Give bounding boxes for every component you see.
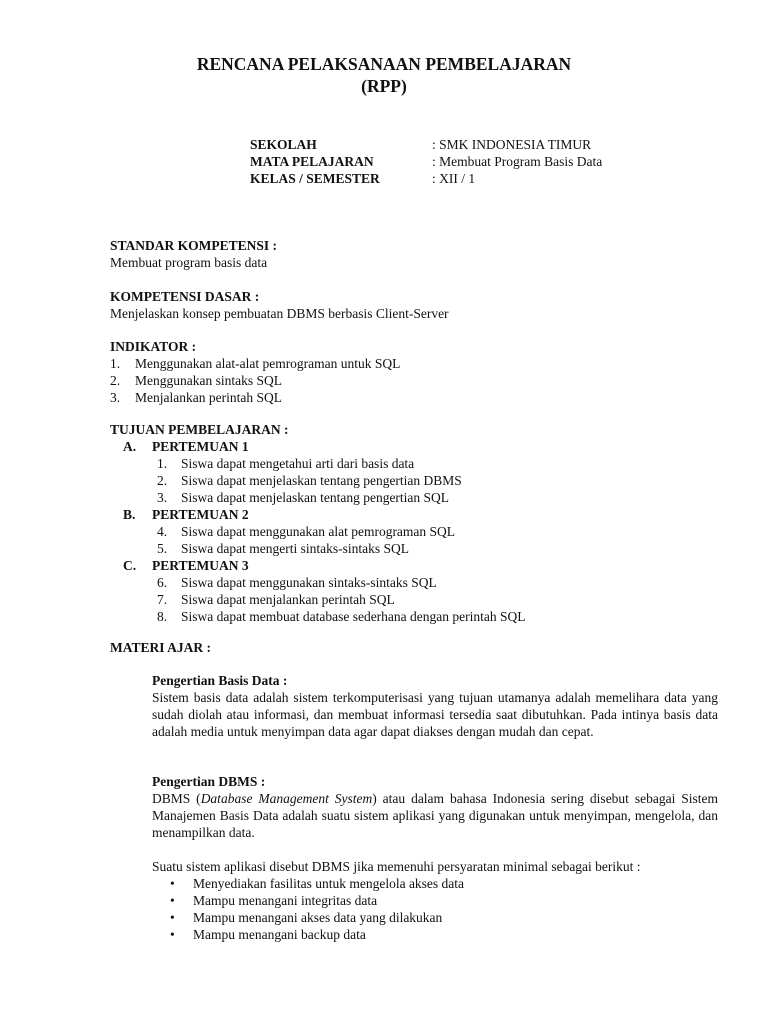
item-text: Siswa dapat mengetahui arti dari basis data (181, 456, 415, 471)
item-text: Siswa dapat menggunakan sintaks-sintaks SQL (181, 575, 437, 590)
list-item (110, 591, 720, 608)
section-heading: KOMPETENSI DASAR : (110, 289, 260, 304)
meeting-title: PERTEMUAN 3 (152, 558, 249, 573)
bullet-item (152, 875, 718, 892)
item-number: 6. (157, 575, 168, 590)
subsection-heading: Pengertian Basis Data : (152, 673, 288, 688)
meeting-heading (110, 438, 720, 455)
identity-block (250, 136, 602, 187)
section-text: Menjelaskan konsep pembuatan DBMS berbasis Client-Server (110, 306, 449, 321)
item-text: Menggunakan sintaks SQL (135, 373, 282, 388)
paragraph-text: DBMS ( (152, 791, 201, 806)
list-item (110, 608, 720, 625)
list-item (110, 523, 720, 540)
meta-value: : Membuat Program Basis Data (432, 154, 603, 169)
item-number: 2. (110, 373, 121, 388)
item-number: 8. (157, 609, 168, 624)
item-text: Mampu menangani akses data yang dilakukan (193, 910, 443, 925)
list-item (110, 574, 720, 591)
item-text: Mampu menangani integritas data (193, 893, 378, 908)
list-item (110, 389, 720, 406)
section-heading: STANDAR KOMPETENSI : (110, 238, 278, 253)
item-text: Mampu menangani backup data (193, 927, 366, 942)
item-number: 3. (157, 490, 168, 505)
standar-kompetensi-section (110, 237, 720, 271)
item-text: Siswa dapat menggunakan alat pemrograman SQL (181, 524, 456, 539)
list-item (110, 472, 720, 489)
meta-value: : XII / 1 (432, 171, 476, 186)
meeting-title: PERTEMUAN 2 (152, 507, 249, 522)
paragraph-text: ) atau dalam bahasa Indonesia sering disebut sebagai Sistem Manajemen Basis Data adalah suatu sistem aplikasi yang digunakan untuk menyimpan, mengelola, dan menampilkan data. (152, 791, 719, 840)
item-text: Siswa dapat membuat database sederhana dengan perintah SQL (181, 609, 526, 624)
meta-row-mapel (250, 153, 602, 170)
title-line-1: RENCANA PELAKSANAAN PEMBELAJARAN (196, 54, 572, 74)
list-item (110, 355, 720, 372)
list-item (110, 540, 720, 557)
basis-data-subsection (152, 672, 718, 740)
meta-label: KELAS / SEMESTER (250, 171, 380, 186)
paragraph: Sistem basis data adalah sistem terkomputerisasi yang tujuan utamanya adalah memelihara data yang sudah diolah atau informasi, dan membuat informasi tersedia saat dibutuhkan. Pada intinya basis data adalah media untuk menyimpan data agar dapat diakses dengan mudah dan cepat. (152, 690, 718, 739)
dbms-subsection (152, 773, 718, 841)
list-item (110, 489, 720, 506)
paragraph-emphasis: Database Management System (200, 791, 373, 806)
item-text: Siswa dapat mengerti sintaks-sintaks SQL (181, 541, 409, 556)
item-text: Menggunakan alat-alat pemrograman untuk SQL (135, 356, 401, 371)
subsection-heading: Pengertian DBMS : (152, 774, 266, 789)
meeting-heading (110, 506, 720, 523)
item-text: Menyediakan fasilitas untuk mengelola akses data (193, 876, 465, 891)
meeting-letter: A. (123, 439, 137, 454)
paragraph (152, 790, 718, 841)
section-heading: TUJUAN PEMBELAJARAN : (110, 422, 289, 437)
item-number: 7. (157, 592, 168, 607)
paragraph: Suatu sistem aplikasi disebut DBMS jika memenuhi persyaratan minimal sebagai berikut : (152, 859, 641, 874)
item-number: 2. (157, 473, 168, 488)
meta-value: : SMK INDONESIA TIMUR (432, 137, 592, 152)
meeting-title: PERTEMUAN 1 (152, 439, 249, 454)
section-heading: INDIKATOR : (110, 339, 197, 354)
item-text: Menjalankan perintah SQL (135, 390, 282, 405)
meta-label: SEKOLAH (250, 137, 317, 152)
bullet-item (152, 926, 718, 943)
tujuan-section (110, 421, 720, 625)
meta-row-sekolah (250, 136, 602, 153)
list-item (110, 455, 720, 472)
item-text: Siswa dapat menjalankan perintah SQL (181, 592, 395, 607)
section-heading: MATERI AJAR : (110, 640, 211, 655)
section-text: Membuat program basis data (110, 255, 268, 270)
bullet-item (152, 892, 718, 909)
meeting-letter: B. (123, 507, 136, 522)
item-text: Siswa dapat menjelaskan tentang pengertian DBMS (181, 473, 462, 488)
item-number: 1. (110, 356, 121, 371)
bullet-icon: • (170, 893, 175, 908)
item-number: 3. (110, 390, 121, 405)
item-number: 5. (157, 541, 168, 556)
bullet-item (152, 909, 718, 926)
syarat-subsection (152, 858, 718, 943)
document-title (0, 53, 768, 97)
bullet-icon: • (170, 910, 175, 925)
item-number: 4. (157, 524, 168, 539)
bullet-icon: • (170, 927, 175, 942)
list-item (110, 372, 720, 389)
meeting-letter: C. (123, 558, 137, 573)
item-number: 1. (157, 456, 168, 471)
meeting-heading (110, 557, 720, 574)
meta-row-kelas (250, 170, 602, 187)
title-line-2: (RPP) (361, 76, 407, 96)
kompetensi-dasar-section (110, 288, 720, 322)
indikator-section (110, 338, 720, 406)
item-text: Siswa dapat menjelaskan tentang pengertian SQL (181, 490, 450, 505)
meta-label: MATA PELAJARAN (250, 154, 374, 169)
materi-heading-block (110, 639, 720, 656)
bullet-icon: • (170, 876, 175, 891)
